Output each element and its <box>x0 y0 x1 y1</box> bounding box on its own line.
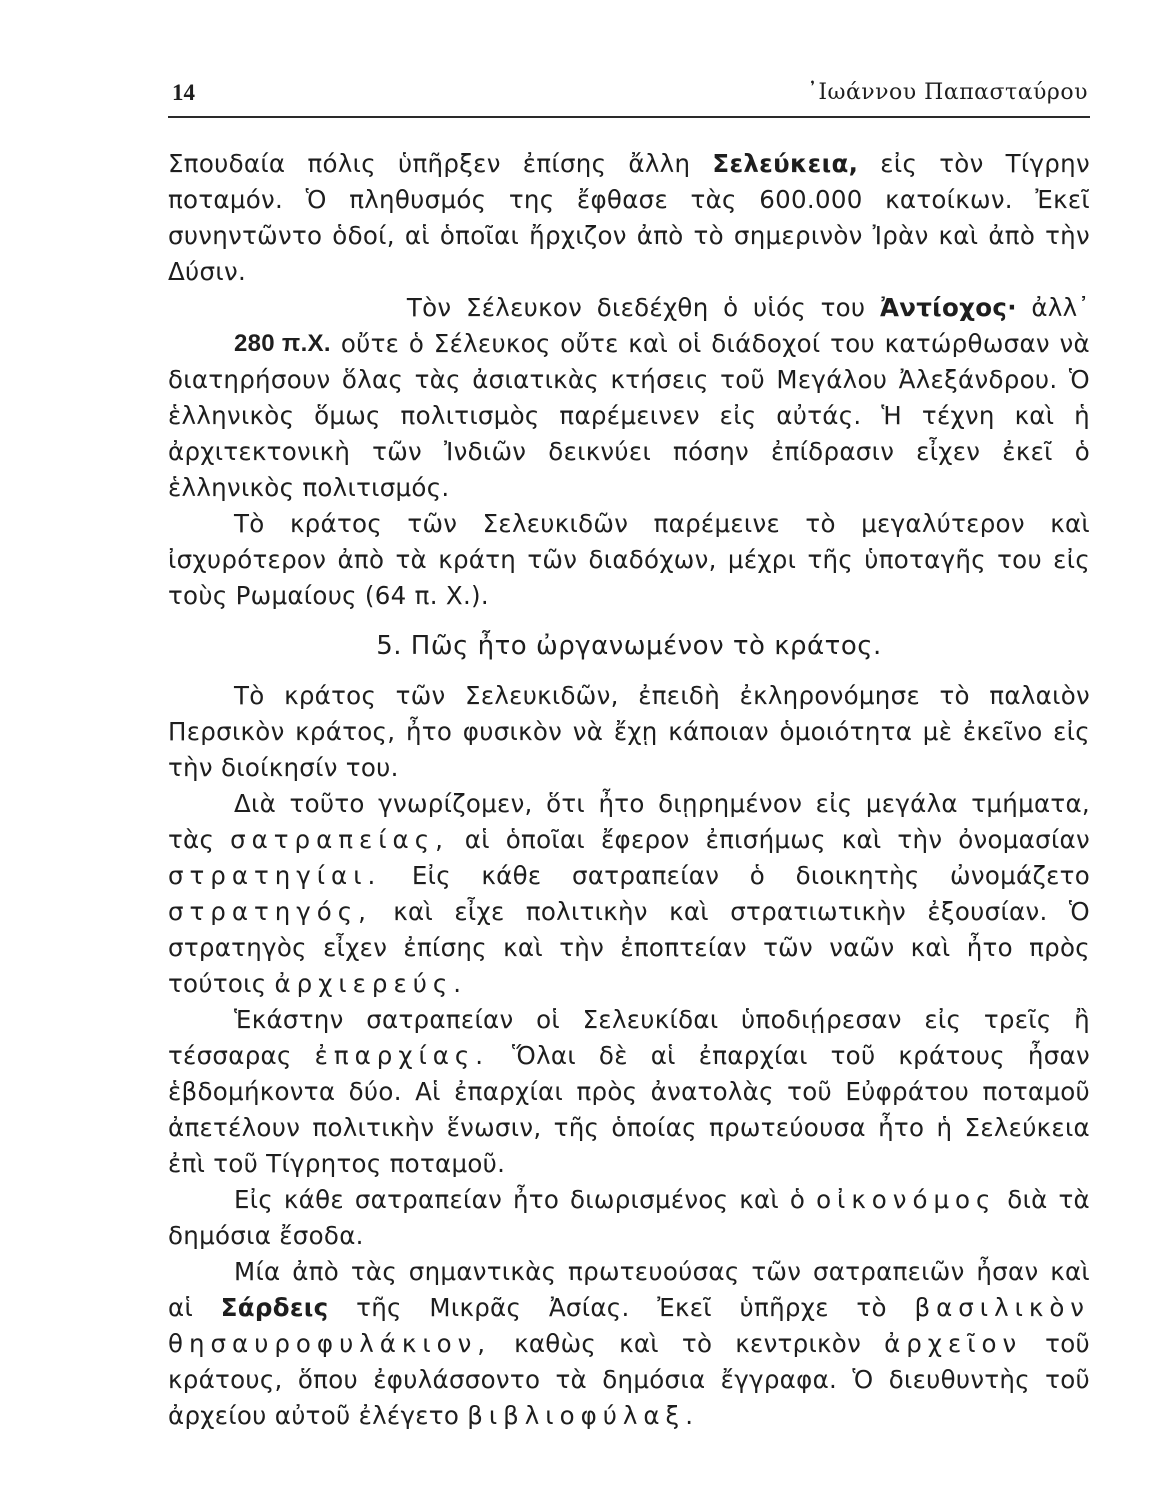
emphasis-bold: Ἀντίοχος· <box>880 293 1017 322</box>
margin-date-note: 280 π.Χ. <box>234 330 331 357</box>
emphasis-spaced: στρατηγός, <box>168 897 372 926</box>
emphasis-spaced: οἰκονόμος <box>816 1185 997 1214</box>
emphasis-spaced: βιβλιοφύλαξ. <box>467 1401 700 1430</box>
paragraph: Σπουδαία πόλις ὑπῆρξεν ἐπίσης ἄλλη Σελεύκεια, εἰς τὸν Τίγρην ποταμόν. Ὁ πληθυσμός της ἔφθασε τὰς 600.000 κατοίκων. Ἐκεῖ συνηντῶντο ὁδοί, αἱ ὁποῖαι ἤρχιζον ἀπὸ τὸ σημερινὸν Ἰρὰν καὶ ἀπὸ τὴν Δύσιν. <box>168 149 1090 286</box>
page-number: 14 <box>172 80 195 105</box>
header-rule <box>168 116 1090 118</box>
emphasis-spaced: ἐπαρχίας. <box>314 1041 490 1070</box>
emphasis-spaced: σατραπείας, <box>230 825 449 854</box>
paragraph: Ἑκάστην σατραπείαν οἱ Σελευκίδαι ὑποδιῄρεσαν εἰς τρεῖς ἢ τέσσαρας ἐπαρχίας. Ὅλαι δὲ αἱ ἐπαρχίαι τοῦ κράτους ἦσαν ἑβδομήκοντα δύο. Αἱ ἐπαρχίαι πρὸς ἀνατολὰς τοῦ Εὐφράτου ποταμοῦ ἀπετέλουν πολιτικὴν ἕνωσιν, τῆς ὁποίας πρωτεύουσα ἦτο ἡ Σελεύκεια ἐπὶ τοῦ Τίγρητος ποταμοῦ. <box>168 1005 1090 1178</box>
emphasis-spaced: βασιλικὸν θησαυροφυλάκιον, <box>168 1293 1090 1358</box>
body-text <box>168 146 1090 1434</box>
paragraph: Τὸ κράτος τῶν Σελευκιδῶν παρέμεινε τὸ μεγαλύτερον καὶ ἰσχυρότερον ἀπὸ τὰ κράτη τῶν διαδόχων, μέχρι τῆς ὑποταγῆς του εἰς τοὺς Ρωμαίους (64 π. Χ.). <box>168 509 1090 610</box>
paragraph: Εἰς κάθε σατραπείαν ἦτο διωρισμένος καὶ ὁ οἰκονόμος διὰ τὰ δημόσια ἔσοδα. <box>168 1185 1090 1250</box>
emphasis-spaced: ἀρχεῖον <box>884 1329 1023 1358</box>
emphasis-bold: Σάρδεις <box>220 1293 329 1322</box>
paragraph: Διὰ τοῦτο γνωρίζομεν, ὅτι ἦτο διῃρημένον εἰς μεγάλα τμήματα, τὰς σατραπείας, αἱ ὁποῖαι ἔφερον ἐπισήμως καὶ τὴν ὀνομασίαν στρατηγίαι. Εἰς κάθε σατραπείαν ὁ διοικητὴς ὠνομάζετο στρατηγός, καὶ εἶχε πολιτικὴν καὶ στρατιωτικὴν ἐξουσίαν. Ὁ στρατηγὸς εἶχεν ἐπίσης καὶ τὴν ἐποπτείαν τῶν ναῶν καὶ ἦτο πρὸς τούτοις ἀρχιερεύς. <box>168 789 1090 998</box>
paragraph: 280 π.Χ. Τὸν Σέλευκον διεδέχθη ὁ υἱός του Ἀντίοχος· ἀλλ᾿ οὔτε ὁ Σέλευκος οὔτε καὶ οἱ διάδοχοί του κατώρθωσαν νὰ διατηρήσουν ὅλας τὰς ἀσιατικὰς κτήσεις τοῦ Μεγάλου Ἀλεξάνδρου. Ὁ ἑλληνικὸς ὅμως πολιτισμὸς παρέμεινεν εἰς αὐτάς. Ἡ τέχνη καὶ ἡ ἀρχιτεκτονικὴ τῶν Ἰνδιῶν δεικνύει πόσην ἐπίδρασιν εἶχεν ἐκεῖ ὁ ἑλληνικὸς πολιτισμός. <box>168 293 1091 502</box>
section-heading: 5. Πῶς ἦτο ὠργανωμένον τὸ κράτος. <box>376 631 882 661</box>
emphasis-spaced: στρατηγίαι. <box>168 861 382 890</box>
paragraph: Μία ἀπὸ τὰς σημαντικὰς πρωτευούσας τῶν σατραπειῶν ἦσαν καὶ αἱ Σάρδεις τῆς Μικρᾶς Ἀσίας. Ἐκεῖ ὑπῆρχε τὸ βασιλικὸν θησαυροφυλάκιον, καθὼς καὶ τὸ κεντρικὸν ἀρχεῖον τοῦ κράτους, ὅπου ἐφυλάσσοντο τὰ δημόσια ἔγγραφα. Ὁ διευθυντὴς τοῦ ἀρχείου αὐτοῦ ἐλέγετο βιβλιοφύλαξ. <box>168 1257 1090 1430</box>
running-title: ᾿Ιωάννου Παπασταύρου <box>806 80 1088 105</box>
paragraph: Τὸ κράτος τῶν Σελευκιδῶν, ἐπειδὴ ἐκληρονόμησε τὸ παλαιὸν Περσικὸν κράτος, ἦτο φυσικὸν νὰ ἔχῃ κάποιαν ὁμοιότητα μὲ ἐκεῖνο εἰς τὴν διοίκησίν του. <box>168 681 1090 782</box>
emphasis-bold: Σελεύκεια, <box>712 149 859 178</box>
emphasis-spaced: ἀρχιερεύς. <box>274 969 468 998</box>
